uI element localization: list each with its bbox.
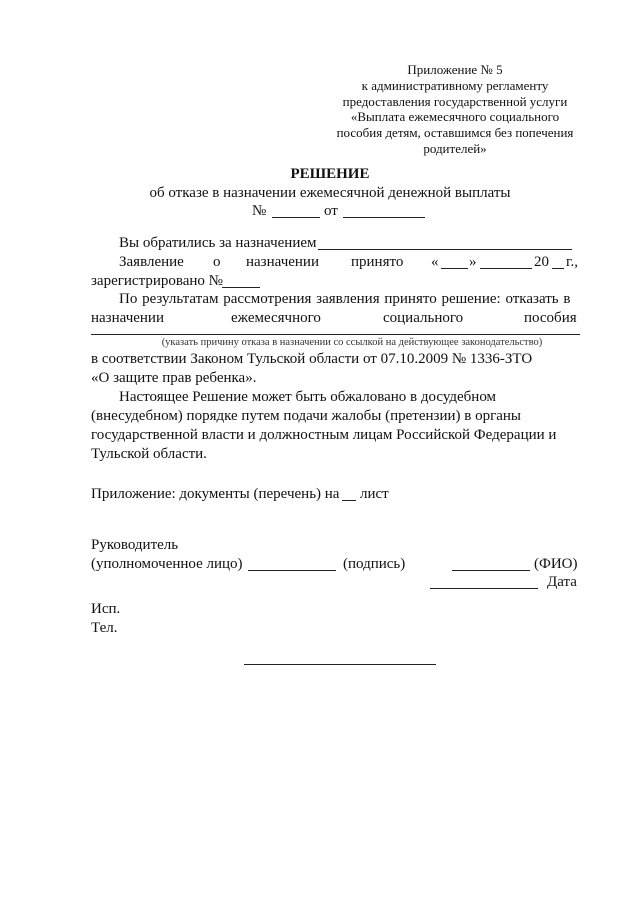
refusal-reason-blank bbox=[91, 334, 580, 335]
appeal-line-4: Тульской области. bbox=[91, 446, 207, 462]
year-prefix: 20 bbox=[534, 254, 549, 270]
result-word-1: назначении bbox=[91, 310, 164, 326]
appendix-header bbox=[320, 62, 590, 157]
full-name-label: (ФИО) bbox=[534, 556, 578, 572]
document-subtitle: об отказе в назначении ежемесячной денежной выплаты bbox=[149, 185, 511, 201]
full-name-blank bbox=[452, 570, 530, 571]
footer-rule bbox=[244, 664, 436, 665]
header-line-1: Приложение № 5 bbox=[407, 62, 503, 77]
header-line-2: к административному регламенту bbox=[361, 77, 549, 93]
benefit-name-blank bbox=[318, 249, 572, 250]
sheet-count-blank bbox=[342, 500, 356, 501]
year-blank bbox=[552, 268, 564, 269]
document-title: РЕШЕНИЕ bbox=[290, 166, 370, 182]
signature-label: (подпись) bbox=[343, 556, 406, 572]
appeal-line-3: государственной власти и должностным лицам Российской Федерации и bbox=[91, 427, 557, 443]
decision-number-blank bbox=[272, 217, 320, 218]
attachment-sheet-word: лист bbox=[360, 486, 389, 502]
executor-label: Исп. bbox=[91, 601, 121, 617]
header-line-5: пособия детям, оставшимся без попечения bbox=[336, 125, 574, 141]
signature-blank bbox=[248, 570, 336, 571]
head-label: Руководитель bbox=[91, 537, 179, 553]
phone-label: Тел. bbox=[91, 620, 118, 636]
appeal-line-1: Настоящее Решение может быть обжаловано в досудебном bbox=[119, 389, 497, 405]
appeal-line-2: (внесудебном) порядке путем подачи жалобы (претензии) в органы bbox=[91, 408, 522, 424]
law-line-2: «О защите прав ребенка». bbox=[91, 370, 257, 386]
month-blank bbox=[480, 268, 532, 269]
registration-number-blank bbox=[222, 287, 260, 288]
law-line-1: в соответствии Законом Тульской области от 07.10.2009 № 1336-ЗТО bbox=[91, 351, 533, 367]
authorized-person-label: (уполномоченное лицо) bbox=[91, 556, 243, 572]
refusal-reason-hint: (указать причину отказа в назначении со ссылкой на действующее законодательство) bbox=[161, 337, 543, 348]
header-line-3: предоставления государственной услуги bbox=[342, 93, 568, 109]
result-word-4: пособия bbox=[524, 310, 577, 326]
statement-word-o: о bbox=[213, 254, 221, 270]
result-word-3: социального bbox=[383, 310, 464, 326]
statement-word: Заявление bbox=[119, 254, 184, 270]
open-quote: « bbox=[431, 254, 439, 270]
registered-text: зарегистрировано № bbox=[91, 273, 223, 289]
attachment-label: Приложение: документы (перечень) на bbox=[91, 486, 340, 502]
year-suffix: г., bbox=[566, 254, 578, 270]
close-quote: » bbox=[469, 254, 477, 270]
number-sign: № bbox=[252, 203, 267, 219]
header-line-4: «Выплата ежемесячного социального bbox=[350, 109, 560, 125]
from-label: от bbox=[324, 203, 338, 219]
decision-date-blank bbox=[343, 217, 425, 218]
day-blank bbox=[441, 268, 468, 269]
date-blank bbox=[430, 588, 538, 589]
date-label: Дата bbox=[547, 574, 577, 590]
statement-word-assignment: назначении bbox=[246, 254, 319, 270]
header-line-6: родителей» bbox=[423, 140, 487, 156]
statement-word-accepted: принято bbox=[351, 254, 404, 270]
applied-text: Вы обратились за назначением bbox=[119, 235, 317, 251]
result-line-1: По результатам рассмотрения заявления принято решение: отказать в bbox=[119, 291, 571, 307]
result-word-2: ежемесячного bbox=[231, 310, 321, 326]
